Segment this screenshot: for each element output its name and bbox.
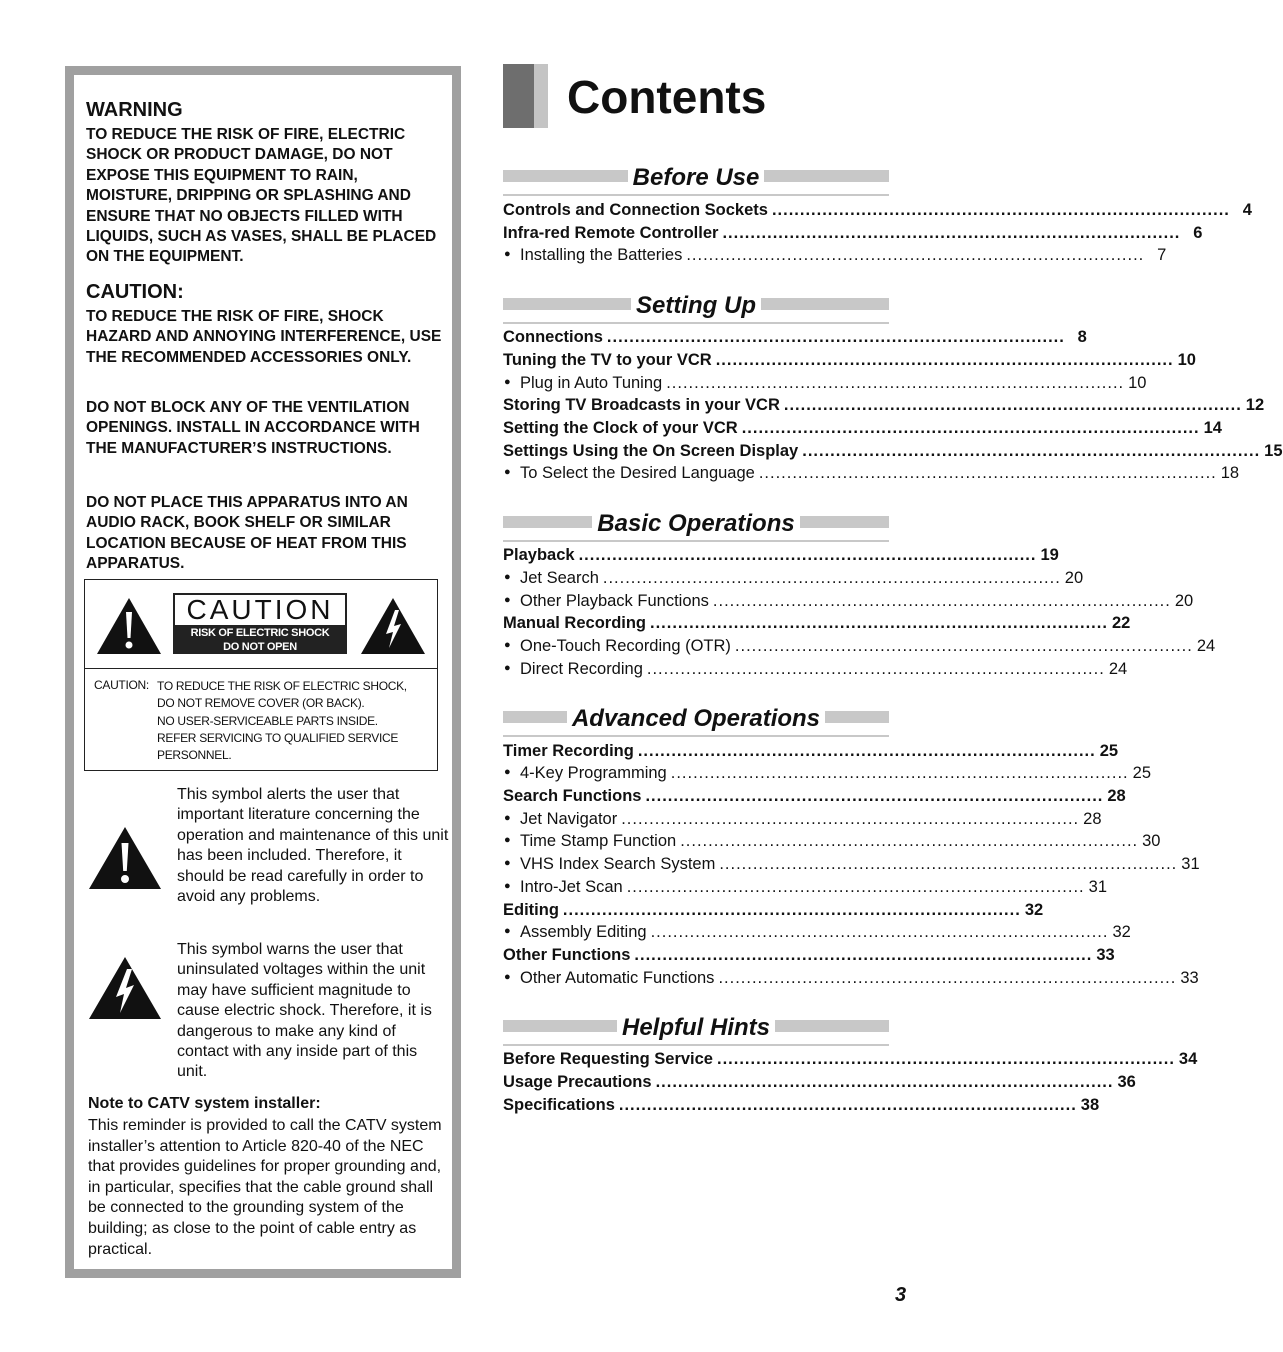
toc-entry-page: 25 [1099, 742, 1119, 760]
toc-entry-title: Usage Precautions [503, 1073, 652, 1091]
toc-entry-title: ● Intro-Jet Scan [503, 878, 623, 897]
toc-entry[interactable]: Usage Precautions .................................................................................. 36 [503, 1073, 1136, 1091]
toc-entry-title: Editing [503, 901, 559, 919]
safety-panel [65, 66, 461, 1278]
caution-caption-line: REFER SERVICING TO QUALIFIED SERVICE [157, 730, 399, 745]
toc-entry-title: ● One-Touch Recording (OTR) [503, 637, 731, 656]
exclamation-symbol-icon [87, 825, 163, 891]
toc-entry-page: 22 [1111, 614, 1131, 632]
lightning-triangle-icon [359, 596, 427, 656]
caution-label [173, 593, 347, 654]
toc-entry-page: 33 [1180, 969, 1199, 987]
toc-entry[interactable]: Editing .................................................................................. 32 [503, 901, 1044, 919]
toc-entry-title: Timer Recording [503, 742, 634, 760]
section-heading-label: Setting Up [631, 292, 761, 319]
toc-entry-title: Search Functions [503, 787, 642, 805]
toc-entry-title: Other Functions [503, 946, 631, 964]
toc-entry-page: 15 [1264, 442, 1283, 460]
toc-entry[interactable]: Controls and Connection Sockets .................................................................................. 4 [503, 201, 1252, 219]
caution-caption-line: TO REDUCE THE RISK OF ELECTRIC SHOCK, [157, 679, 407, 693]
section-heading-before-use [503, 164, 889, 196]
toc-entry[interactable]: ● Direct Recording .................................................................................. 24 [503, 660, 889, 682]
toc-entry-page: 20 [1174, 592, 1194, 610]
caution-label-box [84, 579, 438, 771]
toc-entry[interactable]: ● Other Automatic Functions .................................................................................. 33 [503, 969, 889, 991]
toc-entry-title: Infra-red Remote Controller [503, 224, 719, 242]
caution-text-accessories: TO REDUCE THE RISK OF FIRE, SHOCK HAZARD AND ANNOYING INTERFERENCE, USE THE RECOMMENDED ACCESSORIES ONLY. [86, 308, 442, 366]
toc-entry[interactable]: ● Other Playback Functions .................................................................................. 20 [503, 592, 889, 614]
toc-entry-title: ● Plug in Auto Tuning [503, 374, 662, 393]
caution-label-line2: DO NOT OPEN [223, 641, 297, 653]
section-heading-label: Basic Operations [592, 510, 799, 537]
toc-entry-title: Tuning the TV to your VCR [503, 351, 712, 369]
toc-entry-title: ● Assembly Editing [503, 923, 647, 942]
toc-entry[interactable]: Other Functions .................................................................................. 33 [503, 946, 1115, 964]
toc-entry-title: ● Jet Navigator [503, 810, 617, 829]
toc-entry-page: 31 [1088, 878, 1107, 896]
catv-note-title: Note to CATV system installer: [88, 1095, 321, 1112]
toc-entry-title: ● Time Stamp Function [503, 832, 676, 851]
toc-entry-title: ● Direct Recording [503, 660, 643, 679]
toc-entry[interactable]: ● One-Touch Recording (OTR) .................................................................................. 24 [503, 637, 889, 659]
toc-entry-page: 10 [1177, 351, 1196, 369]
toc-entry-title: Playback [503, 546, 575, 564]
caution-title: CAUTION: [86, 281, 184, 303]
section-heading-advanced-operations [503, 705, 889, 737]
toc-entry-title: Settings Using the On Screen Display [503, 442, 799, 460]
caution-label-line1: RISK OF ELECTRIC SHOCK [190, 627, 330, 639]
toc-entry-page: 18 [1220, 464, 1240, 482]
toc-entry-title: Connections [503, 328, 603, 346]
toc-entry-page: 4 [1242, 201, 1252, 219]
safety-panel-inner [74, 75, 452, 1269]
section-heading-label: Before Use [628, 164, 765, 191]
toc-entry[interactable]: ● VHS Index Search System .................................................................................. 31 [503, 855, 889, 877]
contents-bar-light [534, 64, 548, 128]
caution-caption-label: CAUTION: [94, 678, 149, 692]
toc-entry-page: 31 [1181, 855, 1200, 873]
toc-entry-title: ● Installing the Batteries [503, 246, 682, 265]
toc-entry[interactable]: ● 4-Key Programming .................................................................................. 25 [503, 764, 889, 786]
toc-entry-page: 8 [1077, 328, 1087, 346]
exclamation-symbol-text: This symbol alerts the user that important literature concerning the operation and maintenance of this unit has been included. Therefore, it should be read carefully in order to avoid any problems. [177, 786, 449, 906]
toc-entry[interactable]: ● Installing the Batteries .................................................................................. 7 [503, 246, 889, 268]
contents-bar-dark [503, 64, 534, 128]
section-heading-basic-operations [503, 510, 889, 542]
warning-text: TO REDUCE THE RISK OF FIRE, ELECTRIC SHOCK OR PRODUCT DAMAGE, DO NOT EXPOSE THIS EQUIPMENT TO RAIN, MOISTURE, DRIPPING OR SPLASHING AND ENSURE THAT NO OBJECTS FILLED WITH LIQUIDS, SUCH AS VASES, SHALL BE PLACED ON THE EQUIPMENT. [86, 126, 437, 266]
section-heading-setting-up [503, 292, 889, 324]
toc-entry-title: ● Jet Search [503, 569, 599, 588]
toc-entry-page: 28 [1083, 810, 1102, 828]
toc-entry[interactable]: Settings Using the On Screen Display .................................................................................. 15 [503, 442, 1283, 460]
toc-entry[interactable]: ● Time Stamp Function .................................................................................. 30 [503, 832, 889, 854]
page-number: 3 [895, 1284, 907, 1306]
toc-entry-title: ● To Select the Desired Language [503, 464, 755, 483]
section-heading-helpful-hints [503, 1014, 889, 1046]
toc-entry[interactable]: ● Jet Navigator .................................................................................. 28 [503, 810, 889, 832]
toc-entry[interactable]: Specifications .................................................................................. 38 [503, 1096, 1100, 1114]
caution-word: CAUTION [175, 595, 345, 625]
toc-entry-page: 30 [1142, 832, 1161, 850]
toc-entry-title: Before Requesting Service [503, 1050, 713, 1068]
toc-entry-page: 36 [1117, 1073, 1136, 1091]
toc-entry-title: ● Other Automatic Functions [503, 969, 714, 988]
toc-entry-title: ● 4-Key Programming [503, 764, 667, 783]
caution-caption-line: DO NOT REMOVE COVER (OR BACK). [157, 696, 365, 711]
toc-entry-page: 7 [1157, 246, 1167, 264]
lightning-symbol-icon [87, 955, 163, 1021]
toc-entry-page: 20 [1064, 569, 1084, 587]
toc-entry[interactable]: ● To Select the Desired Language .................................................................................. 18 [503, 464, 889, 486]
toc-entry[interactable]: Manual Recording .................................................................................. 22 [503, 614, 1131, 632]
caution-caption-line: NO USER-SERVICEABLE PARTS INSIDE. [157, 713, 378, 728]
toc-entry[interactable]: Timer Recording .................................................................................. 25 [503, 742, 1119, 760]
section-heading-label: Advanced Operations [567, 705, 825, 732]
page-title: Contents [567, 71, 767, 123]
toc-entry[interactable]: Setting the Clock of your VCR .................................................................................. 14 [503, 419, 1222, 437]
toc-entry[interactable]: ● Assembly Editing .................................................................................. 32 [503, 923, 889, 945]
toc-entry-page: 25 [1132, 764, 1152, 782]
toc-entry-title: Specifications [503, 1096, 615, 1114]
toc-entry-page: 38 [1080, 1096, 1100, 1114]
catv-note-text: This reminder is provided to call the CATV system installer’s attention to Article 820-40 of the NEC that provides guidelines for proper grounding and, in particular, specifies that the cable ground shall be connected to the grounding system of the building; as close to the point of cable entry as practical. [88, 1117, 442, 1258]
toc-entry-page: 33 [1096, 946, 1115, 964]
toc-entry[interactable]: Before Requesting Service .................................................................................. 34 [503, 1050, 1198, 1068]
toc-entry-page: 28 [1107, 787, 1126, 805]
toc-entry-page: 24 [1108, 660, 1128, 678]
caution-label-divider [85, 668, 437, 669]
caution-caption-text [157, 678, 437, 764]
toc-entry[interactable]: Storing TV Broadcasts in your VCR .................................................................................. 12 [503, 396, 1265, 414]
exclamation-triangle-icon [95, 596, 163, 656]
toc-entry-title: Manual Recording [503, 614, 647, 632]
toc-entry-page: 32 [1024, 901, 1044, 919]
toc-entry-page: 14 [1203, 419, 1222, 437]
toc-entry-page: 12 [1245, 396, 1265, 414]
toc-entry[interactable]: ● Plug in Auto Tuning .................................................................................. 10 [503, 374, 889, 396]
caution-text-ventilation: DO NOT BLOCK ANY OF THE VENTILATION OPENINGS. INSTALL IN ACCORDANCE WITH THE MANUFACTURER’S INSTRUCTIONS. [86, 399, 420, 457]
warning-title: WARNING [86, 99, 183, 121]
toc-entry[interactable]: Playback .................................................................................. 19 [503, 546, 1059, 564]
toc-entry-page: 19 [1040, 546, 1059, 564]
toc-entry[interactable]: Tuning the TV to your VCR .................................................................................. 10 [503, 351, 1196, 369]
toc-entry-title: ● VHS Index Search System [503, 855, 715, 874]
toc-entry[interactable]: ● Jet Search .................................................................................. 20 [503, 569, 889, 591]
toc-entry-page: 34 [1178, 1050, 1198, 1068]
toc-entry[interactable]: Search Functions .................................................................................. 28 [503, 787, 1126, 805]
toc-entry[interactable]: ● Intro-Jet Scan .................................................................................. 31 [503, 878, 889, 900]
toc-entry-title: ● Other Playback Functions [503, 592, 709, 611]
toc-entry-page: 6 [1193, 224, 1203, 242]
toc-entry-page: 32 [1112, 923, 1131, 941]
caution-text-placement: DO NOT PLACE THIS APPARATUS INTO AN AUDIO RACK, BOOK SHELF OR SIMILAR LOCATION BECAUSE OF HEAT FROM THIS APPARATUS. [86, 494, 408, 573]
toc-entry-page: 24 [1196, 637, 1216, 655]
section-heading-label: Helpful Hints [617, 1014, 775, 1041]
toc-entry[interactable]: Connections .................................................................................. 8 [503, 328, 1087, 346]
toc-entry[interactable]: Infra-red Remote Controller .................................................................................. 6 [503, 224, 1203, 242]
caution-caption-line: PERSONNEL. [157, 748, 232, 763]
toc-entry-page: 10 [1128, 374, 1147, 392]
toc-entry-title: Controls and Connection Sockets [503, 201, 768, 219]
lightning-symbol-text: This symbol warns the user that uninsulated voltages within the unit may have sufficient magnitude to cause electric shock. Therefore, it is dangerous to make any kind of contact with any inside part of this unit. [177, 941, 432, 1081]
toc-entry-title: Setting the Clock of your VCR [503, 419, 738, 437]
toc-entry-title: Storing TV Broadcasts in your VCR [503, 396, 780, 414]
